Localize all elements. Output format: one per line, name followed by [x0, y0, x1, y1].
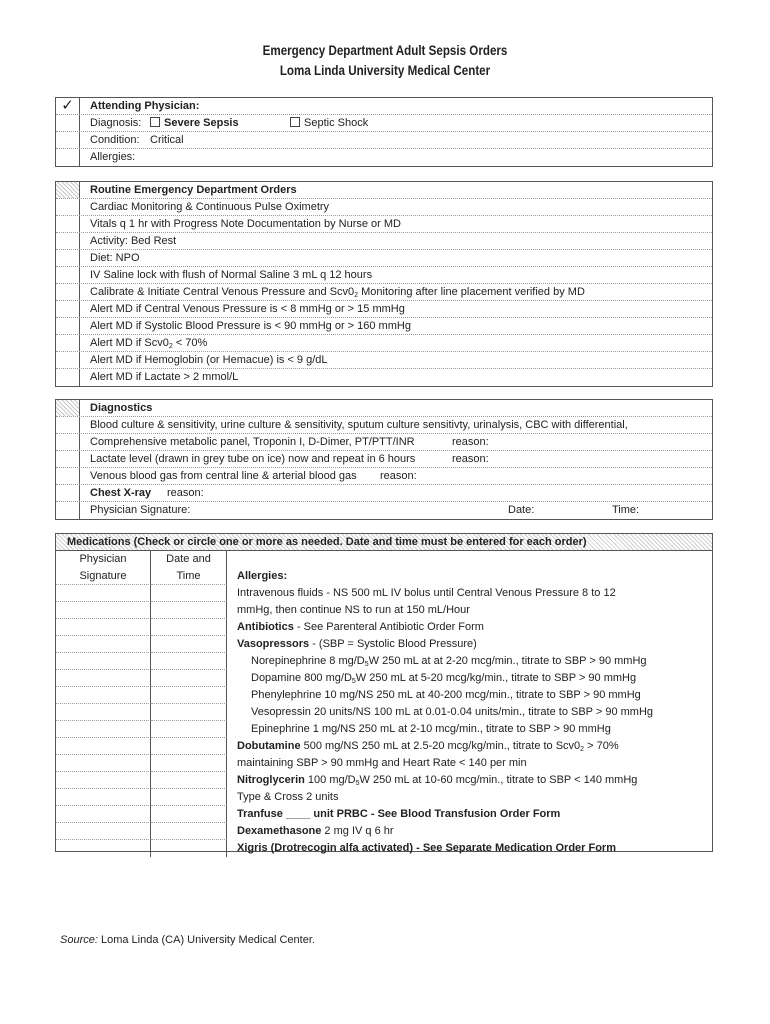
routine-orders-section: [55, 181, 713, 387]
med-item-epinephrine: Epinephrine 1 mg/NS 250 mL at 2-10 mcg/min., titrate to SBP > 90 mmHg: [251, 723, 611, 735]
diagnostic-item: Comprehensive metabolic panel, Troponin I, D-Dimer, PT/PTT/INR: [90, 436, 415, 448]
time-label: Time:: [612, 504, 640, 516]
routine-item: Alert MD if Hemoglobin (or Hemacue) is < 9 g/dL: [90, 354, 328, 366]
allergies-label: Allergies:: [90, 151, 136, 163]
reason-label: reason:: [452, 436, 489, 448]
routine-orders-header: Routine Emergency Department Orders: [90, 184, 297, 196]
date-label: Date:: [508, 504, 535, 516]
med-allergies-label: Allergies:: [237, 570, 288, 582]
attending-physician-label: Attending Physician:: [90, 100, 200, 112]
med-item: mmHg, then continue NS to run at 150 mL/Hour: [237, 604, 470, 616]
medications-section: Medications (Check or circle one or more as needed. Date and time must be entered for each order) Physician Date and Signature Time Allergies: Intravenous fluids - NS 500 mL IV bolus until Central Venous Pressure 8 to 12 mmHg, then continue NS to run at 150 mL/Hour Antibiotics - See Parenteral Antibiotic Order Form Vasopressors - (SBP = Systolic Blood Pressure) Norepinephrine 8 $mg/D_5W$ 250 mL at at 2-20 mcg/min., titrate to SBP > 90 mmHg Dopamine 800 $mg/D_5W$ 250 mL at 5-20 mcg/kg/min., titrate to SBP > 90 mmHg Phenylephrine 10 mg/NS 250 mL at 40-200 mcg/min., titrate to SBP > 90 mmHg Vesopressin 20 units/NS 100 mL at 0.01-0.04 units/min., titrate to SBP > 90 mmHg Epinephrine 1 mg/NS 250 mL at 2-10 mcg/min., titrate to SBP > 90 mmHg Dobutamine 500 mg/NS 250 mL at 2.5-20 mcg/kg/min., titrate to $Scv0_2 > 70\%$ maintaining SBP > 90 mmHg and Heart Rate < 140 per min Nitroglycerin 100 $mg/D_5W$ 250 mL at 10-60 mcg/min., titrate to SBP < 140 mmHg Type & Cross 2 units Tranfuse ____ unit PRBC - See Blood Transfusion Order Form Dexamethasone 2 mg IV q 6 hr Xigris (Drotrecogin alfa activated) - See Separate Medication Order Form: [55, 533, 713, 852]
physician-signature-label: Physician Signature:: [90, 504, 191, 516]
source-note: Source: Loma Linda (CA) University Medical Center.: [60, 934, 315, 946]
physician-column-header: Physician: [56, 551, 151, 568]
med-item: Intravenous fluids - NS 500 mL IV bolus until Central Venous Pressure 8 to 12: [237, 587, 616, 599]
med-item-norepinephrine: Norepinephrine 8 $mg/D_5W$ 250 mL at at 2-20 mcg/min., titrate to SBP > 90 mmHg: [251, 655, 647, 668]
attending-physician-row: [56, 98, 712, 115]
condition-row: [56, 132, 712, 149]
diagnosis-row: [56, 115, 712, 132]
diagnostic-item: Venous blood gas from central line & arterial blood gas: [90, 470, 357, 482]
condition-label: Condition:: [90, 134, 140, 146]
diagnostic-item: Lactate level (drawn in grey tube on ice) now and repeat in 6 hours: [90, 453, 416, 465]
diagnosis-label: Diagnosis:: [90, 117, 142, 129]
septic-shock-option[interactable]: Septic Shock: [290, 115, 368, 132]
routine-item: Vitals q 1 hr with Progress Note Documentation by Nurse or MD: [90, 218, 401, 230]
reason-label: reason:: [167, 487, 204, 499]
routine-item: Alert MD if Systolic Blood Pressure is < 90 mmHg or > 160 mmHg: [90, 320, 411, 332]
page-title: Emergency Department Adult Sepsis Orders: [262, 43, 508, 58]
med-item-transfuse: Tranfuse ____ unit PRBC - See Blood Transfusion Order Form: [237, 808, 561, 820]
severe-sepsis-option[interactable]: Severe Sepsis: [150, 115, 239, 132]
check-mark-icon: ✓: [56, 98, 80, 114]
med-item-dopamine: Dopamine 800 $mg/D_5W$ 250 mL at 5-20 mcg/kg/min., titrate to SBP > 90 mmHg: [251, 672, 637, 685]
routine-item: Diet: NPO: [90, 252, 140, 264]
med-item-vasopressors: Vasopressors - (SBP = Systolic Blood Pressure): [237, 638, 477, 650]
diagnostic-item: Blood culture & sensitivity, urine culture & sensitivity, sputum culture sensitivty, urinalysis, CBC with differential,: [90, 419, 628, 431]
med-item-dexamethasone: Dexamethasone 2 mg IV q 6 hr: [237, 825, 394, 837]
diagnostics-header: Diagnostics: [90, 402, 153, 414]
attending-section: [55, 97, 713, 167]
med-item-phenylephrine: Phenylephrine 10 mg/NS 250 mL at 40-200 mcg/min., titrate to SBP > 90 mmHg: [251, 689, 641, 701]
chest-xray-label: Chest X-ray: [90, 487, 152, 499]
med-item-vasopressin: Vesopressin 20 units/NS 100 mL at 0.01-0.04 units/min., titrate to SBP > 90 mmHg: [251, 706, 654, 718]
reason-label: reason:: [380, 470, 417, 482]
checkbox-icon[interactable]: [290, 117, 300, 127]
med-item-dobutamine: Dobutamine 500 mg/NS 250 mL at 2.5-20 mcg/kg/min., titrate to $Scv0_2 > 70\%$: [237, 740, 619, 753]
routine-item: Cardiac Monitoring & Continuous Pulse Oximetry: [90, 201, 330, 213]
med-item: maintaining SBP > 90 mmHg and Heart Rate < 140 per min: [237, 757, 527, 769]
routine-item: IV Saline lock with flush of Normal Saline 3 mL q 12 hours: [90, 269, 373, 281]
routine-item-calibrate: Calibrate & Initiate Central Venous Pressure and $Scv0_2$ Monitoring after line placement verified by MD: [90, 286, 585, 299]
med-item-antibiotics: Antibiotics - See Parenteral Antibiotic Order Form: [237, 621, 484, 633]
med-item-xigris: Xigris (Drotrecogin alfa activated) - See Separate Medication Order Form: [237, 842, 616, 854]
reason-label: reason:: [452, 453, 489, 465]
routine-item-scv: Alert MD if $Scv0_2 < 70\%$: [90, 337, 208, 350]
date-column-header: Date and: [151, 551, 227, 568]
routine-item: Alert MD if Lactate > 2 mmol/L: [90, 371, 239, 383]
condition-value: Critical: [150, 134, 184, 146]
checkbox-icon[interactable]: [150, 117, 160, 127]
diagnostics-section: [55, 399, 713, 520]
routine-item: Activity: Bed Rest: [90, 235, 177, 247]
page-subtitle: Loma Linda University Medical Center: [279, 63, 491, 78]
med-item-nitroglycerin: Nitroglycerin 100 $mg/D_5W$ 250 mL at 10-60 mcg/min., titrate to SBP < 140 mmHg: [237, 774, 638, 787]
medications-header: Medications (Check or circle one or more as needed. Date and time must be entered for each order): [56, 534, 712, 551]
med-item: Type & Cross 2 units: [237, 791, 339, 803]
routine-item: Alert MD if Central Venous Pressure is < 8 mmHg or > 15 mmHg: [90, 303, 405, 315]
allergies-row: [56, 149, 712, 166]
